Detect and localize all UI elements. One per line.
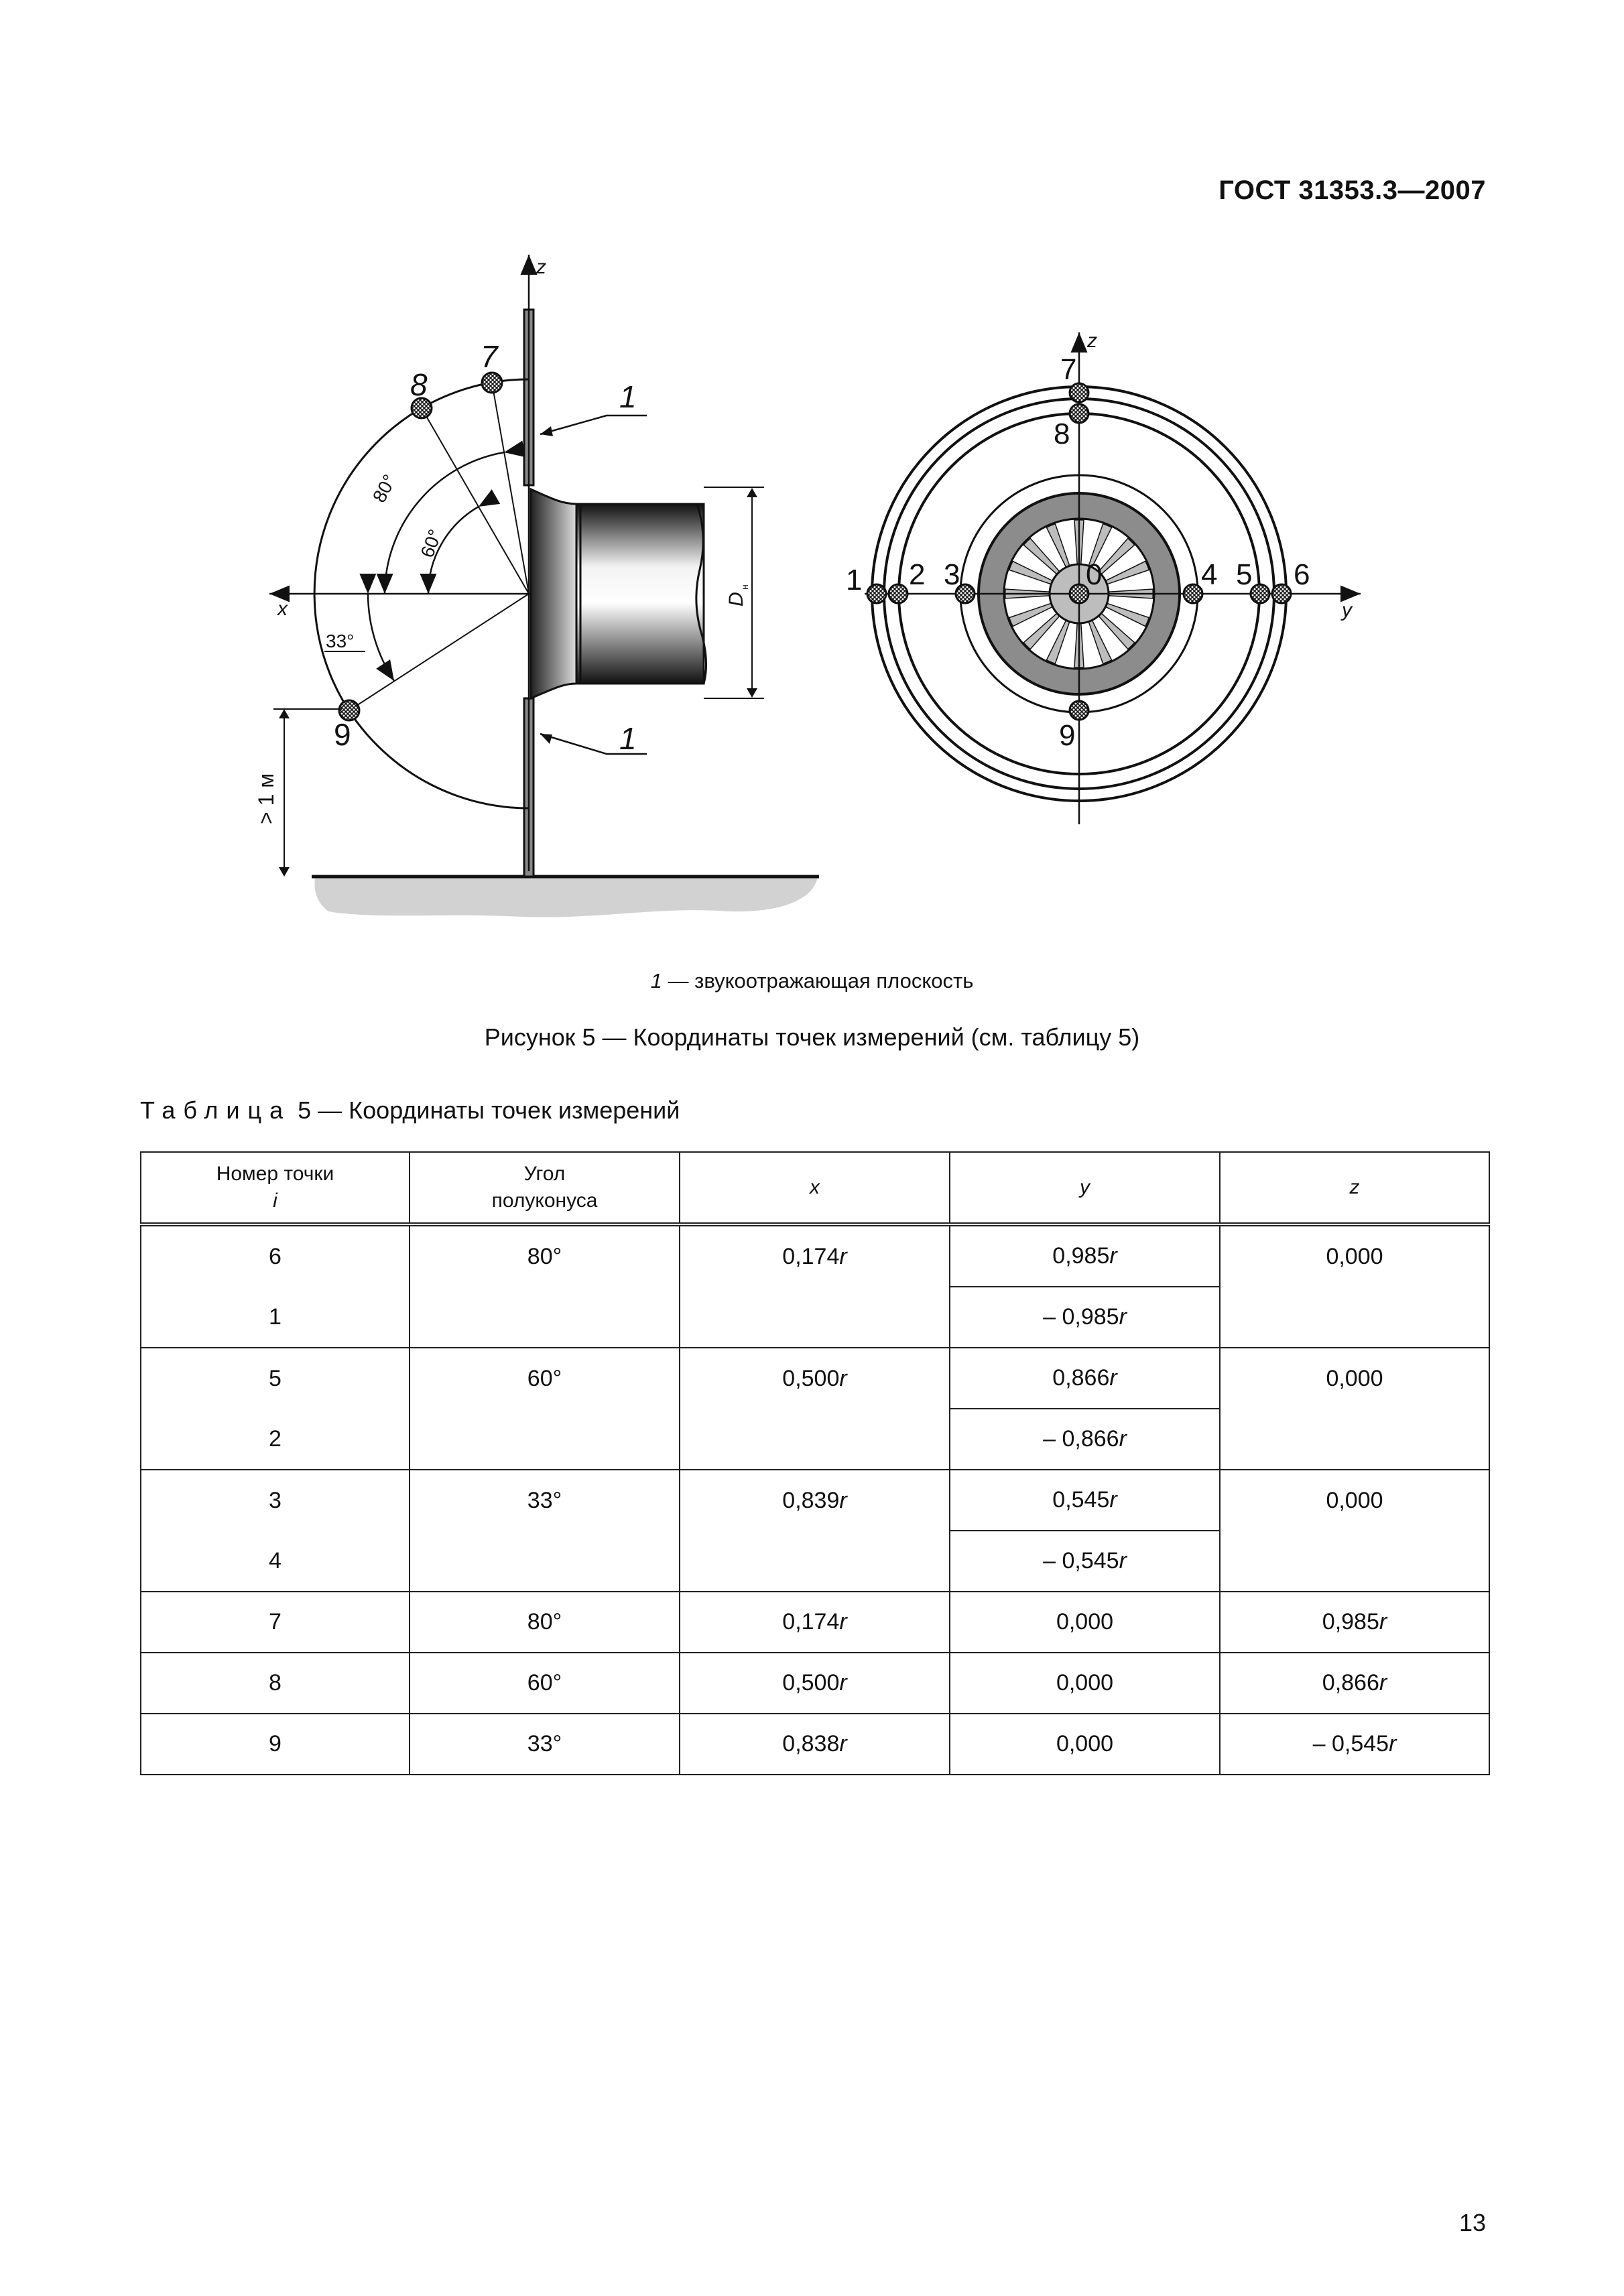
z-cell: 0,866r: [1220, 1653, 1489, 1714]
point-label-7-front: 7: [1060, 353, 1077, 386]
point-marker-7-front: [1070, 383, 1088, 402]
point-cell: 2: [141, 1409, 410, 1470]
point-cell: 7: [141, 1592, 410, 1653]
angle-cell: 80°: [410, 1592, 680, 1653]
point-label-6: 6: [1294, 558, 1310, 591]
x-cell: 0,838r: [680, 1714, 950, 1775]
angle-cell: 60°: [410, 1348, 680, 1470]
figure-caption: Рисунок 5 — Координаты точек измерений (см. таблицу 5): [484, 1023, 1140, 1051]
point-label-5: 5: [1236, 558, 1253, 591]
x-cell: 0,174r: [680, 1592, 950, 1653]
height-label: > 1 м: [254, 773, 278, 824]
y-axis-front-label: y: [1342, 599, 1352, 621]
front-view: [846, 330, 1361, 824]
angle-cell: 60°: [410, 1653, 680, 1714]
ground-surface: [314, 877, 818, 917]
table-row: [141, 1224, 1489, 1287]
outlet-flare: [531, 489, 576, 698]
outlet-pipe: [576, 504, 704, 684]
legend-text: — звукоотражающая плоскость: [662, 969, 974, 993]
callout-label-upper: 1: [619, 379, 637, 414]
table-row: [141, 1470, 1489, 1531]
point-label-8: 8: [410, 367, 428, 402]
point-marker-7: [482, 373, 502, 393]
point-cell: 8: [141, 1653, 410, 1714]
point-marker-6: [1272, 584, 1291, 603]
point-cell: 9: [141, 1714, 410, 1775]
point-cell: 4: [141, 1531, 410, 1592]
point-cell: 1: [141, 1287, 410, 1348]
z-cell: 0,000: [1220, 1470, 1489, 1592]
point-label-0: 0: [1086, 558, 1103, 591]
coordinates-table: [140, 1151, 1490, 1775]
point-label-9-front: 9: [1059, 719, 1076, 752]
table-caption-label: Таблица: [140, 1096, 292, 1124]
y-cell: – 0,866r: [950, 1409, 1220, 1470]
header-half-cone-angle: Угол полуконуса: [410, 1152, 680, 1224]
header-y: y: [950, 1152, 1220, 1224]
table-caption: [140, 1096, 680, 1125]
callout-leader-upper: [540, 416, 647, 434]
diameter-label: D: [725, 592, 747, 607]
y-cell: 0,000: [950, 1653, 1220, 1714]
table-row: [141, 1653, 1489, 1714]
angle-label-80: 80°: [368, 470, 401, 506]
y-cell: 0,545r: [950, 1470, 1220, 1531]
z-cell: 0,985r: [1220, 1592, 1489, 1653]
x-cell: 0,500r: [680, 1348, 950, 1470]
diameter-subscript: н: [739, 584, 750, 590]
side-view: [254, 255, 819, 917]
point-label-9: 9: [334, 717, 351, 752]
callout-label-lower: 1: [619, 721, 637, 756]
y-cell: – 0,545r: [950, 1531, 1220, 1592]
point-cell: 6: [141, 1224, 410, 1287]
y-cell: – 0,985r: [950, 1287, 1220, 1348]
point-label-2: 2: [909, 558, 926, 591]
y-cell: 0,866r: [950, 1348, 1220, 1409]
point-marker-2: [889, 584, 908, 603]
figure-legend: [0, 969, 1624, 993]
table-row: [141, 1592, 1489, 1653]
point-marker-9-front: [1070, 701, 1088, 720]
point-marker-4: [1184, 584, 1202, 603]
point-marker-8-front: [1070, 404, 1088, 423]
angle-arc-80: [385, 452, 504, 594]
z-axis-front-label: z: [1087, 330, 1097, 352]
point-marker-1: [867, 584, 886, 603]
header-x: x: [680, 1152, 950, 1224]
x-cell: 0,174r: [680, 1224, 950, 1348]
table-header-row: [141, 1152, 1489, 1224]
x-axis-label: x: [277, 598, 288, 620]
table-caption-text: 5 — Координаты точек измерений: [291, 1096, 680, 1124]
x-cell: 0,500r: [680, 1653, 950, 1714]
point-cell: 3: [141, 1470, 410, 1531]
y-cell: 0,000: [950, 1714, 1220, 1775]
point-label-7: 7: [481, 339, 498, 374]
point-label-8-front: 8: [1054, 418, 1070, 450]
document-header: ГОСТ 31353.3—2007: [1219, 176, 1486, 205]
angle-label-33: 33°: [326, 631, 355, 651]
page-number: 13: [1458, 2209, 1486, 2236]
z-cell: 0,000: [1220, 1348, 1489, 1470]
legend-number: 1: [650, 969, 662, 993]
figure-5: [0, 0, 1624, 965]
x-cell: 0,839r: [680, 1470, 950, 1592]
angle-cell: 80°: [410, 1224, 680, 1348]
table-row: [141, 1348, 1489, 1409]
point-label-3: 3: [944, 558, 960, 591]
angle-arc-33: [368, 594, 394, 681]
z-cell: – 0,545r: [1220, 1714, 1489, 1775]
point-label-1: 1: [846, 564, 863, 596]
point-marker-5: [1251, 584, 1269, 603]
point-cell: 5: [141, 1348, 410, 1409]
z-cell: 0,000: [1220, 1224, 1489, 1348]
point-label-4: 4: [1201, 558, 1218, 591]
y-cell: 0,000: [950, 1592, 1220, 1653]
radial-line-9: [349, 594, 529, 710]
z-axis-label: z: [536, 256, 546, 278]
angle-cell: 33°: [410, 1714, 680, 1775]
y-cell: 0,985r: [950, 1224, 1220, 1287]
angle-cell: 33°: [410, 1470, 680, 1592]
angle-label-60: 60°: [416, 526, 446, 561]
header-z: z: [1220, 1152, 1489, 1224]
header-point-number: Номер точки i: [141, 1152, 410, 1224]
table-row: [141, 1714, 1489, 1775]
